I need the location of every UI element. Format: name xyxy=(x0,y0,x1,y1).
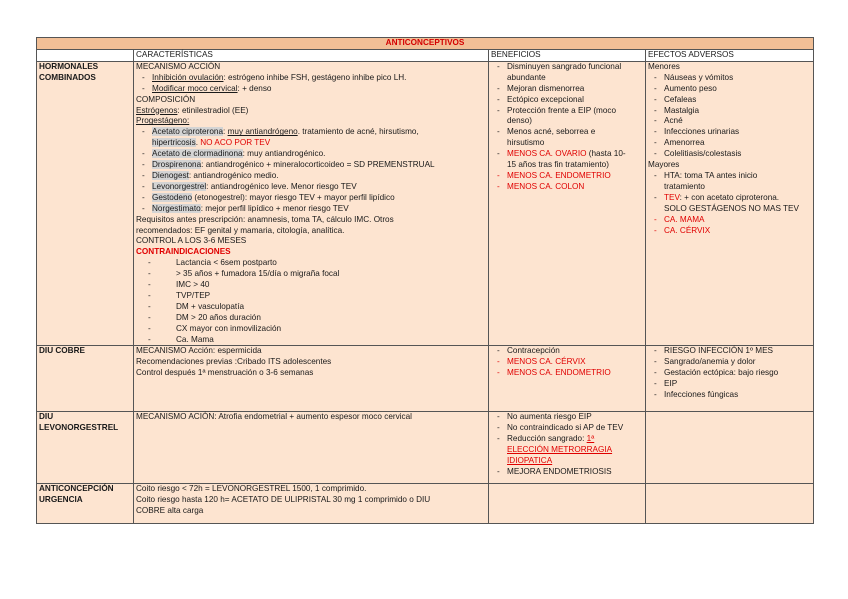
endometrio-text: MENOS CA. ENDOMETRIO xyxy=(507,170,611,180)
beneficio-text: No aumenta riesgo EIP xyxy=(507,412,592,422)
diu-cobre-beneficios xyxy=(489,346,646,412)
diu-cobre-caracteristicas xyxy=(134,346,489,412)
beneficio-text: denso) xyxy=(507,116,533,126)
efecto-text: Mastalgia xyxy=(664,105,700,115)
efecto-item: - Sangrado/anemia y dolor xyxy=(654,357,756,367)
contra-text: CX mayor con inmovilización xyxy=(176,323,282,333)
beneficio-text: Mejoran dismenorrea xyxy=(507,83,585,93)
efecto-text: EIP xyxy=(664,379,678,389)
mec2-text: : + denso xyxy=(237,83,272,93)
contraindicaciones-title: CONTRAINDICACIONES xyxy=(136,247,231,257)
mec1-text: : estrógeno inhibe FSH, gestágeno inhibe pico LH. xyxy=(223,72,407,82)
beneficio-text: Reducción sangrado: xyxy=(507,434,587,444)
beneficio-text: Disminuyen sangrado funcional xyxy=(507,61,622,71)
composicion-title: COMPOSICIÓN xyxy=(136,94,196,104)
contra-text: IMC > 40 xyxy=(176,280,210,290)
efecto-text: Infecciones fúngicas xyxy=(664,390,739,400)
clormadinona-text: : muy antiandrogénico. xyxy=(242,149,326,159)
contraindicacion-item: - DM > 20 años duración xyxy=(148,312,261,322)
beneficio-item: - Mejoran dismenorrea xyxy=(497,83,585,93)
progestageno-item: - Gestodeno (etonogestrel): mayor riesgo TEV + mayor perfil lipídico xyxy=(142,192,395,202)
efecto-item: - HTA: toma TA antes inicio xyxy=(654,170,758,180)
requisitos-line-1: Requisitos antes prescripción: anamnesis, toma TA, cálculo IMC. Otros xyxy=(136,214,394,224)
hipertricosis-term: hipertricosis xyxy=(152,138,196,148)
beneficio-text: No contraindicado si AP de TEV xyxy=(507,423,624,433)
progestageno-item: - Dienogest: antiandrogénico medio. xyxy=(142,170,279,180)
beneficio-item-cont xyxy=(491,445,643,456)
efecto-item: - Acné xyxy=(654,116,683,126)
gestodeno-term: Gestodeno xyxy=(152,192,193,202)
levonorgestrel-term: Levonorgestrel xyxy=(152,181,207,191)
contraindicacion-item: - Ca. Mama xyxy=(148,334,214,344)
efecto-text: SOLO GESTÁGENOS NO MAS TEV xyxy=(664,203,799,213)
metrorragia-text: ELECCIÓN METRORRAGIA xyxy=(507,445,613,455)
beneficio-item: - Menos acné, seborrea e xyxy=(497,127,596,137)
tev-text: TEV xyxy=(664,192,680,202)
efecto-text: Náuseas y vómitos xyxy=(664,72,734,82)
clormadinona-term: Acetato de clormadinona xyxy=(152,149,243,159)
beneficio-item: - Reducción sangrado: 1ª xyxy=(497,434,595,444)
beneficio-text: Ectópico excepcional xyxy=(507,94,584,104)
diu-cobre-efectos xyxy=(646,346,814,412)
contra-text: DM + vasculopatía xyxy=(176,301,245,311)
drospirenona-text: : antiandrogénico + mineralocorticoideo = SD PREMENSTRUAL xyxy=(201,160,435,170)
label-line: ANTICONCEPCIÓN xyxy=(39,484,114,494)
efecto-text: Infecciones urinarias xyxy=(664,127,740,137)
ovario-text: MENOS CA. OVARIO xyxy=(507,149,587,159)
beneficio-text: hirsutismo xyxy=(507,138,545,148)
beneficio-item: - No contraindicado si AP de TEV xyxy=(497,423,624,433)
ciproterona-term: Acetato ciproterona xyxy=(152,127,224,137)
table-title: ANTICONCEPTIVOS xyxy=(37,38,814,50)
mec2-term: Modificar moco cervical xyxy=(152,83,238,93)
row-label-hormonales xyxy=(37,61,134,346)
contraindicacion-item: - DM + vasculopatía xyxy=(148,301,245,311)
beneficio-item-cont xyxy=(491,116,643,127)
dienogest-term: Dienogest xyxy=(152,170,189,180)
hormonales-caracteristicas xyxy=(134,61,489,346)
efecto-text: Gestación ectópica: bajo riesgo xyxy=(664,368,779,378)
contraindicacion-item: - IMC > 40 xyxy=(148,280,210,290)
no-aco-warning: NO ACO POR TEV xyxy=(200,138,271,148)
beneficio-item: - Contracepción xyxy=(497,346,560,356)
label-line: COMBINADOS xyxy=(39,72,96,82)
norgestimato-term: Norgestimato xyxy=(152,203,201,213)
ciproterona-underlined: muy antiandrógeno xyxy=(227,127,298,137)
urgencia-line: COBRE alta carga xyxy=(136,506,204,516)
efecto-text: Amenorrea xyxy=(664,138,705,148)
control-line: CONTROL A LOS 3-6 MESES xyxy=(136,236,247,246)
progestageno-item-cont xyxy=(136,138,486,149)
progestageno-item: - Norgestimato: mejor perfil lipídico + menor riesgo TEV xyxy=(142,203,349,213)
header-efectos-adversos: EFECTOS ADVERSOS xyxy=(646,50,814,62)
hormonales-efectos xyxy=(646,61,814,346)
anticonceptivos-table xyxy=(36,37,814,524)
beneficio-item: - MENOS CA. COLON xyxy=(497,181,585,191)
ciproterona-sep: : xyxy=(223,127,228,137)
beneficio-text: MEJORA ENDOMETRIOSIS xyxy=(507,467,612,476)
contra-text: Ca. Mama xyxy=(176,334,214,344)
efecto-item: - Infecciones fúngicas xyxy=(654,390,739,400)
progestageno-item: - Levonorgestrel: antiandrogénico leve. Menor riesgo TEV xyxy=(142,181,357,191)
efecto-text: tratamiento xyxy=(664,181,705,191)
efecto-item: - Colelitiasis/colestasis xyxy=(654,149,742,159)
contraindicacion-item: - Lactancia < 6sem postparto xyxy=(148,258,277,268)
header-caracteristicas: CARACTERÍSTICAS xyxy=(134,50,489,62)
efecto-item: - Náuseas y vómitos xyxy=(654,72,734,82)
beneficio-item-cont xyxy=(491,138,643,149)
colon-text: MENOS CA. COLON xyxy=(507,181,585,191)
efecto-item: - Amenorrea xyxy=(654,138,705,148)
tev-rest: : + con acetato ciproterona. xyxy=(679,192,780,202)
label-line: HORMONALES xyxy=(39,61,99,71)
beneficio-item-cont xyxy=(491,160,643,171)
urgencia-beneficios xyxy=(489,484,646,524)
efecto-text: Aumento peso xyxy=(664,83,717,93)
label-line: DIU xyxy=(39,412,54,422)
dienogest-text: : antiandrogénico medio. xyxy=(188,170,279,180)
diu-levo-beneficios xyxy=(489,412,646,484)
contraindicacion-item: - TVP/TEP xyxy=(148,290,211,300)
ca-cervix-text: CA. CÉRVIX xyxy=(664,225,711,235)
levonorgestrel-text: : antiandrogénico leve. Menor riesgo TEV xyxy=(206,181,357,191)
mayores-title: Mayores xyxy=(648,160,680,170)
ovario-rest: (hasta 10- xyxy=(586,149,626,159)
contra-text: TVP/TEP xyxy=(176,290,211,300)
beneficio-text: abundante xyxy=(507,72,546,82)
row-label-diu-levonorgestrel xyxy=(37,412,134,484)
efecto-item: - Mastalgia xyxy=(654,105,700,115)
primera-eleccion-text: 1ª xyxy=(586,434,595,444)
estrogenos-line xyxy=(136,106,486,117)
beneficio-text: Contracepción xyxy=(507,346,560,356)
efecto-item: - Gestación ectópica: bajo riesgo xyxy=(654,368,779,378)
diu-cobre-line: Control después 1ª menstruación o 3-6 semanas xyxy=(136,368,314,378)
menores-title: Menores xyxy=(648,61,680,71)
header-beneficios: BENEFICIOS xyxy=(489,50,646,62)
efecto-item-cont xyxy=(648,182,811,193)
progestageno-item: - Drospirenona: antiandrogénico + mineralocorticoideo = SD PREMENSTRUAL xyxy=(142,160,435,170)
ovario-rest-2: 15 años tras fin tratamiento) xyxy=(507,160,609,170)
contraindicacion-item: - > 35 años + fumadora 15/día o migraña focal xyxy=(148,269,340,279)
label-line: LEVONORGESTREL xyxy=(39,423,119,433)
beneficio-item-cont xyxy=(491,456,643,467)
diu-levo-caracteristicas xyxy=(134,412,489,484)
diu-levo-efectos xyxy=(646,412,814,484)
efecto-text: Sangrado/anemia y dolor xyxy=(664,357,756,367)
progestageno-title: Progestágeno: xyxy=(136,116,190,126)
mec1-term: Inhibición ovulación xyxy=(152,72,224,82)
idiopatica-text: IDIOPATICA xyxy=(507,456,553,466)
diu-cobre-line: MECANISMO Acción: espermicida xyxy=(136,346,262,356)
beneficio-item: - Protección frente a EIP (moco xyxy=(497,105,617,115)
row-label-urgencia xyxy=(37,484,134,524)
urgencia-line: Coito riesgo < 72h = LEVONORGESTREL 1500, 1 comprimido. xyxy=(136,484,367,494)
beneficio-item-cont xyxy=(491,73,643,84)
efecto-item: - Cefaleas xyxy=(654,94,697,104)
efecto-item: - EIP xyxy=(654,379,678,389)
urgencia-caracteristicas xyxy=(134,484,489,524)
efecto-item: - CA. MAMA xyxy=(654,214,705,224)
norgestimato-text: : mejor perfil lipídico + menor riesgo TEV xyxy=(200,203,349,213)
beneficio-text: MENOS CA. ENDOMETRIO xyxy=(507,368,611,378)
beneficio-item: - Ectópico excepcional xyxy=(497,94,584,104)
contra-text: > 35 años + fumadora 15/día o migraña focal xyxy=(176,269,340,279)
beneficio-item: - MEJORA ENDOMETRIOSIS xyxy=(497,467,612,476)
header-empty xyxy=(37,50,134,62)
progestageno-item: - Acetato de clormadinona: muy antiandrogénico. xyxy=(142,149,326,159)
beneficio-text: Menos acné, seborrea e xyxy=(507,127,596,137)
diu-cobre-line: Recomendaciones previas :Cribado ITS adolescentes xyxy=(136,357,332,367)
contra-text: DM > 20 años duración xyxy=(176,312,261,322)
label-line: URGENCIA xyxy=(39,495,83,505)
efecto-item: - CA. CÉRVIX xyxy=(654,225,711,235)
beneficio-text: Protección frente a EIP (moco xyxy=(507,105,617,115)
efecto-text: RIESGO INFECCIÓN 1º MES xyxy=(664,346,773,356)
ciproterona-text: . tratamiento de acné, hirsutismo, xyxy=(297,127,419,137)
efecto-text: Cefaleas xyxy=(664,94,697,104)
beneficio-item: - No aumenta riesgo EIP xyxy=(497,412,592,422)
urgencia-efectos xyxy=(646,484,814,524)
efecto-item: - Aumento peso xyxy=(654,83,717,93)
efecto-text: Colelitiasis/colestasis xyxy=(664,149,742,159)
beneficio-item: - Disminuyen sangrado funcional xyxy=(497,61,622,71)
beneficio-item: - MENOS CA. CÉRVIX xyxy=(497,357,586,367)
row-label-diu-cobre: DIU COBRE xyxy=(37,346,134,412)
urgencia-line: Coito riesgo hasta 120 h= ACETATO DE ULIPRISTAL 30 mg 1 comprimido o DIU xyxy=(136,495,431,505)
ca-mama-text: CA. MAMA xyxy=(664,214,705,224)
contraindicacion-item: - CX mayor con inmovilización xyxy=(148,323,282,333)
efecto-item: - TEV: + con acetato ciproterona. xyxy=(654,192,780,202)
beneficio-item: - MENOS CA. ENDOMETRIO xyxy=(497,170,611,180)
hormonales-beneficios xyxy=(489,61,646,346)
efecto-item: - RIESGO INFECCIÓN 1º MES xyxy=(654,346,773,356)
estrogenos-term: Estrógenos xyxy=(136,105,178,115)
contra-text: Lactancia < 6sem postparto xyxy=(176,258,277,268)
mecanismo-item: - Inhibición ovulación: estrógeno inhibe FSH, gestágeno inhibe pico LH. xyxy=(142,72,407,82)
gestodeno-text: (etonogestrel): mayor riesgo TEV + mayor perfil lipídico xyxy=(192,192,395,202)
diu-levo-mecanismo: MECANISMO ACIÓN: Atrofia endometrial + aumento espesor moco cervical xyxy=(136,412,412,422)
ciproterona-sep2: . xyxy=(195,138,201,148)
estrogenos-text: : etinilestradiol (EE) xyxy=(177,105,249,115)
beneficio-item: - MENOS CA. ENDOMETRIO xyxy=(497,368,611,378)
progestageno-item: - Acetato ciproterona: muy antiandrógeno. tratamiento de acné, hirsutismo, xyxy=(142,127,419,137)
efecto-text: Acné xyxy=(664,116,683,126)
beneficio-text: MENOS CA. CÉRVIX xyxy=(507,357,586,367)
requisitos-line-2: recomendados: EF genital y mamaria, citología, analítica. xyxy=(136,225,345,235)
efecto-item-cont xyxy=(648,204,811,215)
beneficio-item: - MENOS CA. OVARIO (hasta 10- xyxy=(497,149,626,159)
mecanismo-item: - Modificar moco cervical: + denso xyxy=(142,83,272,93)
drospirenona-term: Drospirenona xyxy=(152,160,202,170)
efecto-item: - Infecciones urinarias xyxy=(654,127,740,137)
mecanismo-title: MECANISMO ACCIÓN xyxy=(136,61,221,71)
efecto-text: HTA: toma TA antes inicio xyxy=(664,170,758,180)
